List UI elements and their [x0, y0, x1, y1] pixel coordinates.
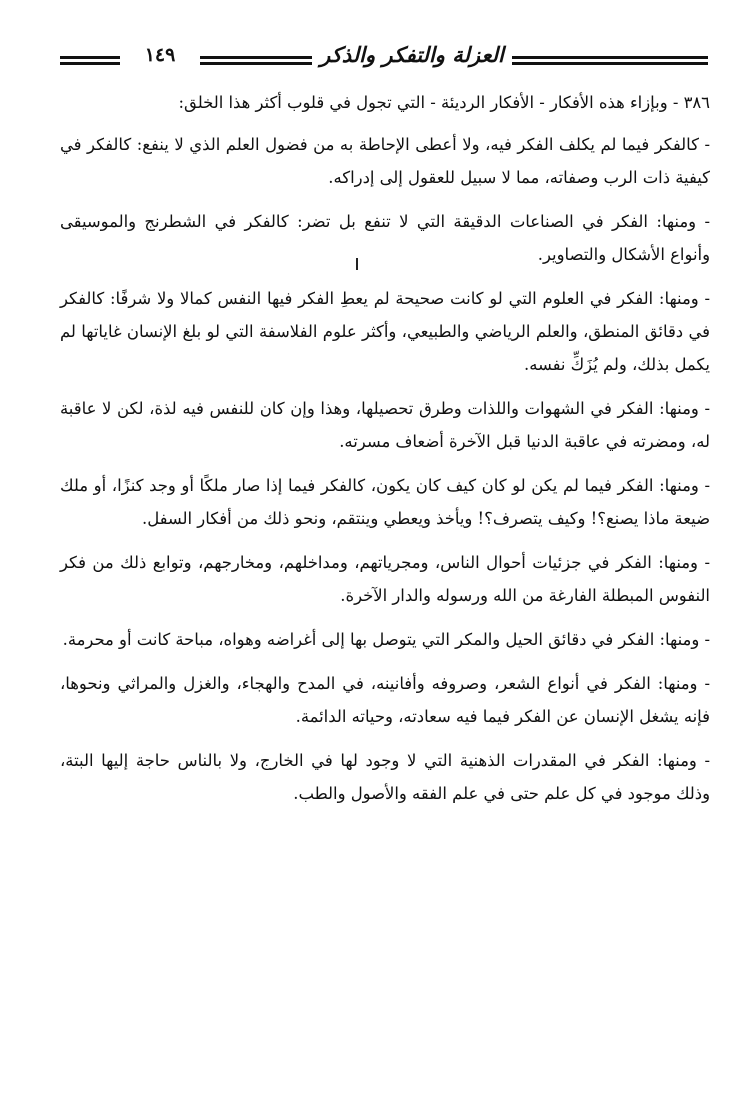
body-text: [60, 86, 710, 810]
paragraph: - كالفكر فيما لم يكلف الفكر فيه، ولا أعطى الإحاطة به من فضول العلم الذي لا ينفع: كالفكر في كيفية ذات الرب وصفاته، مما لا سبيل للعقول إلى إدراكه.: [60, 135, 710, 187]
running-title: العزلة والتفكر والذكر: [320, 42, 504, 67]
stray-ink-mark: [356, 258, 358, 270]
header-rule-left: [60, 56, 120, 65]
header-rule-right: [512, 56, 708, 65]
page-number: ١٤٩: [144, 44, 176, 66]
header-rule-middle: [200, 56, 312, 65]
paragraph-intro: ٣٨٦ - وبإزاء هذه الأفكار - الأفكار الرديئة - التي تجول في قلوب أكثر هذا الخلق:: [178, 93, 710, 112]
book-page: [60, 36, 710, 821]
paragraph: - ومنها: الفكر في العلوم التي لو كانت صحيحة لم يعطِ الفكر فيها النفس كمالا ولا شرفًا: كالفكر في دقائق المنطق، والعلم الرياضي والطبيعي، وأكثر علوم الفلاسفة التي لو بلغ الإنسان غاياتها لم يكمل بذلك، ولم يُزَكِّ نفسه.: [60, 289, 710, 374]
paragraph: - ومنها: الفكر في الشهوات واللذات وطرق تحصيلها، وهذا وإن كان للنفس فيه لذة، لكن لا عاقبة له، ومضرته في عاقبة الدنيا قبل الآخرة أضعاف مسرته.: [60, 399, 710, 451]
paragraph: - ومنها: الفكر في جزئيات أحوال الناس، ومجرياتهم، ومداخلهم، ومخارجهم، وتوابع ذلك من فكر النفوس المبطلة الفارغة من الله ورسوله والدار الآخرة.: [60, 553, 710, 605]
paragraph: - ومنها: الفكر في دقائق الحيل والمكر التي يتوصل بها إلى أغراضه وهواه، مباحة كانت أو محرمة.: [62, 630, 710, 649]
paragraph: - ومنها: الفكر فيما لم يكن لو كان كيف كان يكون، كالفكر فيما إذا صار ملكًا أو وجد كنزًا، أو ملك ضيعة ماذا يصنع؟! وكيف يتصرف؟! ويأخذ ويعطي وينتقم، ونحو ذلك من أفكار السفل.: [60, 476, 710, 528]
paragraph: - ومنها: الفكر في المقدرات الذهنية التي لا وجود لها في الخارج، ولا بالناس حاجة إليها البتة، وذلك موجود في كل علم حتى في علم الفقه والأصول والطب.: [60, 751, 710, 803]
paragraph: - ومنها: الفكر في الصناعات الدقيقة التي لا تنفع بل تضر: كالفكر في الشطرنج والموسيقى وأنواع الأشكال والتصاوير.: [60, 212, 710, 264]
paragraph: - ومنها: الفكر في أنواع الشعر، وصروفه وأفانينه، في المدح والهجاء، والغزل والمراثي ونحوها، فإنه يشغل الإنسان عن الفكر فيما فيه سعادته، وحياته الدائمة.: [60, 674, 710, 726]
running-header: [60, 36, 710, 86]
